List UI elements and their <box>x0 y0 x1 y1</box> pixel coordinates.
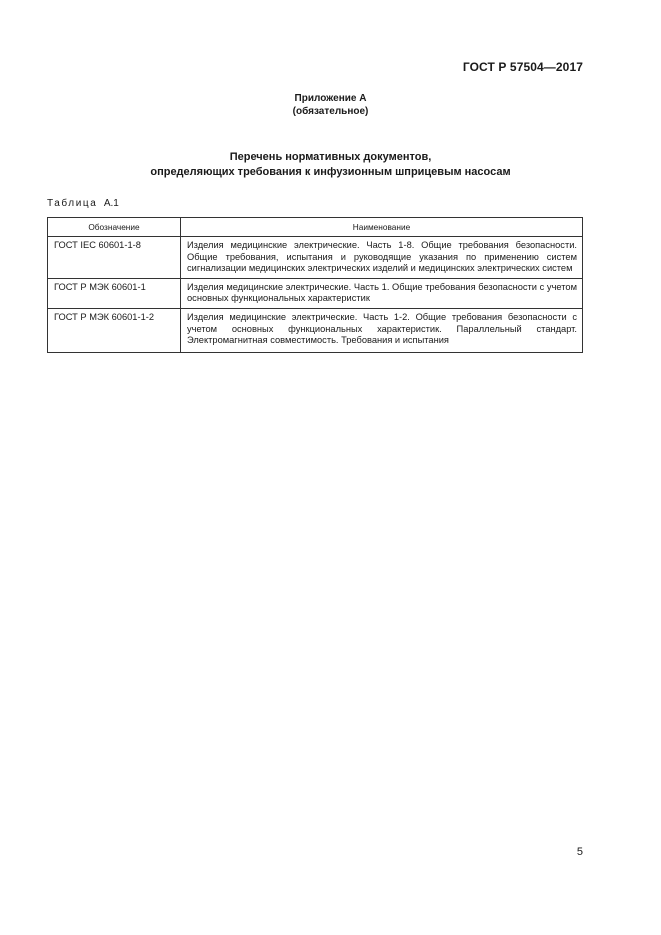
annex-title: Приложение А <box>294 93 367 104</box>
document-code: ГОСТ Р 57504—2017 <box>462 60 583 74</box>
table-row <box>48 237 583 279</box>
document-designation: ГОСТ IEC 60601-1-8 <box>48 237 181 279</box>
normative-documents-table <box>47 217 583 353</box>
page-number: 5 <box>576 846 583 858</box>
list-title-line-2: определяющих требования к инфузионным шприцевым насосам <box>150 166 511 178</box>
table-caption <box>47 198 119 209</box>
document-designation: ГОСТ Р МЭК 60601-1-2 <box>48 308 181 352</box>
table-header-row <box>48 218 583 237</box>
table-caption-word: Таблица <box>47 198 98 209</box>
document-name: Изделия медицинские электрические. Часть 1-2. Общие требования безопасности с учетом основных функциональных характеристик. Параллельный стандарт. Электромагнитная совместимость. Требования и испытания <box>181 308 583 352</box>
table-row <box>48 278 583 308</box>
table-caption-number: А.1 <box>103 198 119 209</box>
document-name: Изделия медицинские электрические. Часть 1-8. Общие требования безопасности. Общие требования, испытания и руководящие указания по применению систем сигнализации медицинских электрических изделий и медицинских электрических систем <box>181 237 583 279</box>
column-header-name: Наименование <box>181 218 583 237</box>
list-title <box>0 150 661 180</box>
table-row <box>48 308 583 352</box>
annex-heading <box>0 92 661 118</box>
document-name: Изделия медицинские электрические. Часть 1. Общие требования безопасности с учетом основных функциональных характеристик <box>181 278 583 308</box>
document-designation: ГОСТ Р МЭК 60601-1 <box>48 278 181 308</box>
column-header-designation: Обозначение <box>48 218 181 237</box>
list-title-line-1: Перечень нормативных документов, <box>229 151 432 163</box>
annex-status: (обязательное) <box>292 106 369 117</box>
